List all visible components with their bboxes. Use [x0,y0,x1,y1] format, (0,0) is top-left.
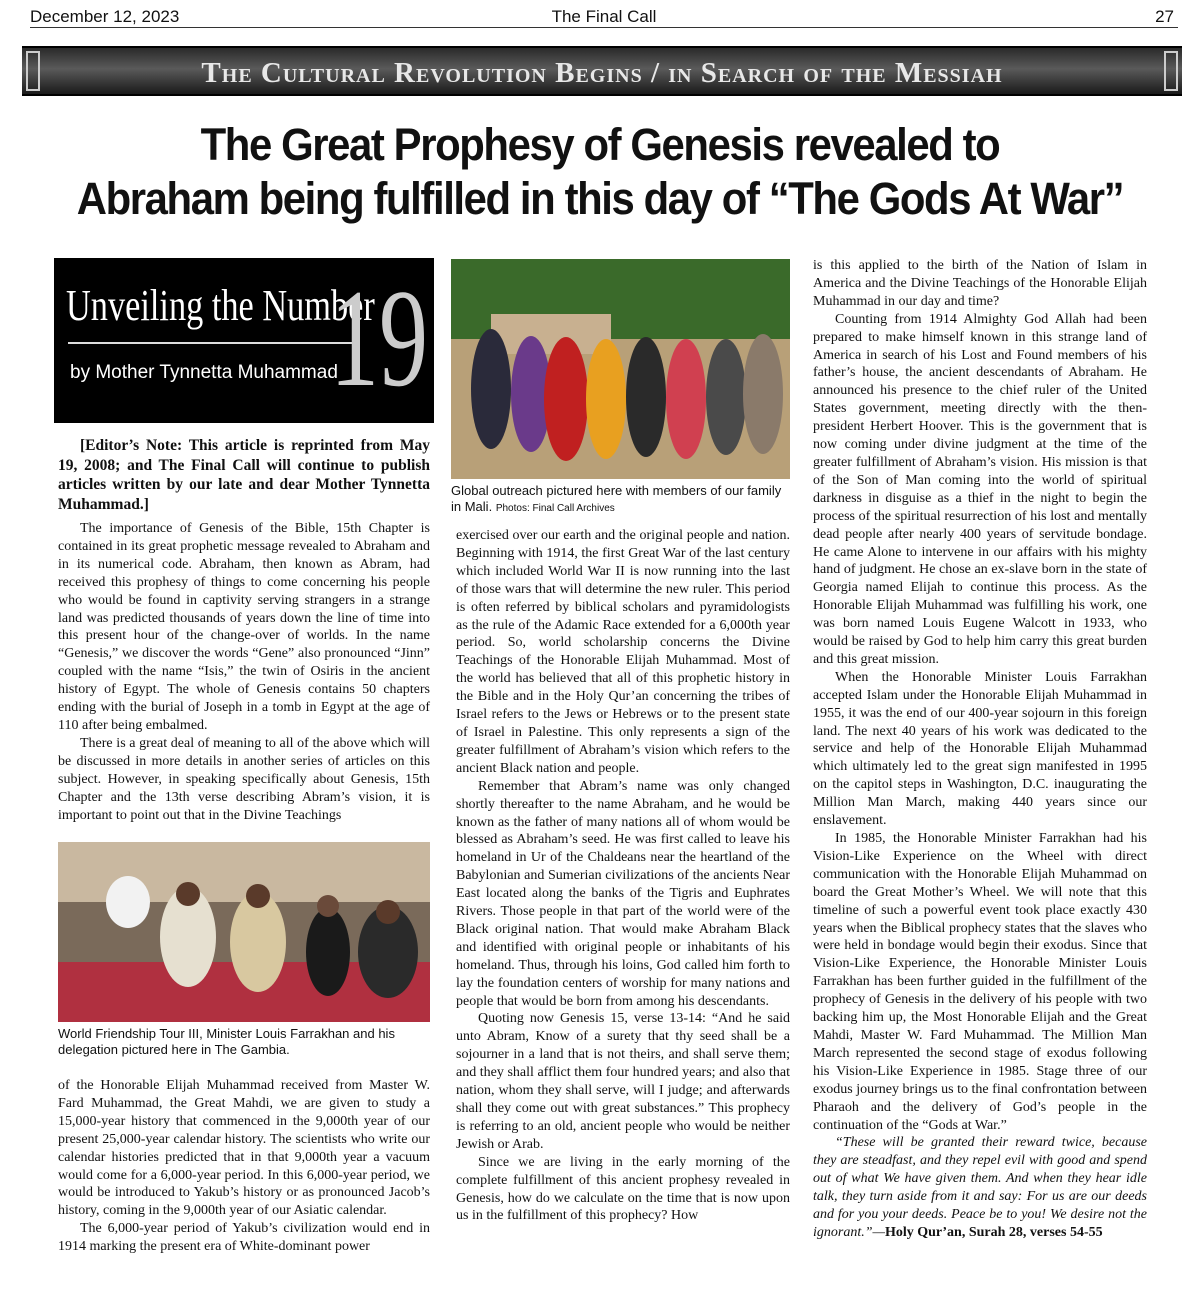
paragraph: exercised over our earth and the original people and nation. Beginning with 1914, the first Great War of the last century which included World War II is now running into the last of those wars that will determine the new ruler. This period is often referred by biblical scholars and pyramidologists as the rule of the Adamic Race extended for a 6,000th year period. So, world scholarship concerns the Divine Teachings of the Honorable Elijah Muhammad. Most of the world has believed that all of this prophetic history in the Bible and in the Holy Qur’an concerning the tribes of Israel refers to the Jews or Hebrews or to the present state of Israel in Palestine. This only represents a sign of the greater fulfillment of Abraham’s vision which refers to the ancient Black nation and people. [456,528,790,776]
headline-line-1: The Great Prophesy of Genesis revealed to [200,119,1000,170]
mali-outreach-photo [451,259,790,479]
paragraph: Quoting now Genesis 15, verse 13-14: “And he said unto Abram, Know of a surety that thy seed shall be a sojourner in a land that is not theirs, and shall serve them; and they shall afflict them four hundred years; and also that nation, whom they shall serve, will I judge; and afterwards shall they come out with great substances.” This prophecy is referring to an old, ancient people who would be neither Jewish or Arab. [456,1011,790,1152]
column-2 [456,527,790,1225]
column-logo [54,258,434,423]
paragraph: There is a great deal of meaning to all of the above which will be discussed in more details in another series of articles on this subject. However, in speaking specifically about Genesis, 15th Chapter and the 13th verse describing Abram’s vision, it is important to point out that in the Divine Teachings [58,735,430,823]
logo-divider [68,342,358,344]
paragraph: Remember that Abram’s name was only changed shortly thereafter to the name Abraham, and he would be known as the father of many nations all of whom would be blessed as Abraham’s seed. He was first called to leave his homeland in Ur of the Chaldeans near the heartland of the Babylonian and Sumerian civilizations of the ancients Near East located along the banks of the Tigris and Euphrates Rivers. Those people in that part of the world were of the Black original nation. That would make Abraham Black and identified with original people or inhabitants of his homeland. Thus, through his loins, God called him forth to lay the foundation centers of worship for many nations and people that would be born from among his descendants. [456,778,790,1009]
quote-text: “These will be granted their reward twice, because they are steadfast, and they repel evil with good and spend out of what We have given them. And when they hear idle talk, they turn aside from it and say: For us are our deeds and for you your deeds. Peace be to you! We desire not the ignorant.”— [813,1135,1147,1240]
section-banner [22,46,1182,96]
editor-note: [Editor’s Note: This article is reprinted from May 19, 2008; and The Final Call will continue to publish articles written by our late and dear Mother Tynnetta Muhammad.] [58,437,430,513]
page-number: 27 [1155,7,1174,26]
paragraph: The 6,000-year period of Yakub’s civilization would end in 1914 marking the present era of White-dominant power [58,1221,430,1255]
banner-ornament-icon [1164,51,1178,91]
gambia-delegation-photo [58,842,430,1022]
article-headline [70,118,1130,226]
running-header [30,6,1178,28]
photo-1-caption: World Friendship Tour III, Minister Louis Farrakhan and his delegation pictured here in The Gambia. [58,1026,395,1057]
publication-name: The Final Call [551,7,657,26]
photo-2-caption-text: Global outreach pictured here with members of our family in Mali. [451,483,782,514]
paragraph: The importance of Genesis of the Bible, 15th Chapter is contained in its great prophetic message revealed to Abraham and in its numerical code. Abraham, then known as Abram, had received this prophesy of things to come concerning his people who would be found in captivity serving strangers in a strange land was predicted thousands of years down the line of time into this present hour of the change-over of worlds. In the name “Genesis,” we discover the words “Gene” also pronounced “Jinn” coupled with the name “Isis,” the twin of Osiris in the ancient history of Egypt. The whole of Genesis contains 50 chapters ending with the burial of Joseph in a tomb in Egypt at the age of 110 after being embalmed. [58,521,430,733]
column-title: Unveiling the Number [66,281,375,330]
photo-credit: Photos: Final Call Archives [495,502,615,514]
byline: by Mother Tynnetta Muhammad [70,362,338,383]
issue-date: December 12, 2023 [30,7,180,26]
paragraph: In 1985, the Honorable Minister Farrakhan had his Vision-Like Experience on the Wheel with direct communication with the Honorable Elijah Muhammad on board the Great Mother’s Wheel. We will note that this timeline of such a powerful event took place exactly 430 years when the Biblical prophecy states that the slaves who were held in bondage would begin their exodus. Since that Vision-Like Experience, the Honorable Minister Louis Farrakhan has been further guided in the fulfillment of the prophecy of Genesis in the delivery of his people with two backing him up, the Most Honorable Elijah and the Great Mahdi, Master W. Fard Muhammad. The Million Man March represented the second stage of exodus following his Vision-Like Experience in 1985. Stage three of our exodus journey brings us to the final confrontation between Pharaoh and the delivery of God’s people in the continuation of the “Gods at War.” [813,831,1147,1133]
column-1-bottom [58,1077,430,1256]
paragraph: When the Honorable Minister Louis Farrakhan accepted Islam under the Honorable Elijah Muhammad in 1955, it was the end of our 400-year sojourn in this foreign land. The next 40 years of his work was dedicated to the service and help of the Honorable Elijah Muhammad which ultimately led to the great sign manifested in 1995 on the capitol steps in Washington, D.C. inaugurating the Million Man March, making 440 years since our enslavement. [813,669,1147,829]
headline-line-2: Abraham being fulfilled in this day of “The Gods At War” [76,173,1124,224]
paragraph: is this applied to the birth of the Nation of Islam in America and the Divine Teachings of the Honorable Elijah Muhammad in our day and time? [813,258,1147,309]
column-1-top [58,436,430,824]
section-banner-text: The Cultural Revolution Begins / in Search of the Messiah [201,57,1003,89]
paragraph: Counting from 1914 Almighty God Allah had been prepared to make himself known in this strange land of America in search of his Lost and Found members of his father’s house, the ancient descendants of Abraham. He announced his presence to the chief ruler of the United States government, meeting directly with the then-president Herbert Hoover. This is the government that is now coming under divine judgment at the time of the greater fulfillment of Abraham’s vision. His mission is that of the Son of Man coming into the world of spiritual darkness in disguise as a thief in the night to begin the process of the spiritual resurrection of his lost and mentally dead people after nearly 400 years of servitude bondage. He came Alone to intervene in our affairs with his mighty hand of judgment. He chose an ex-slave born in the state of Georgia named Elijah to continue this process. As the Honorable Elijah Muhammad was fulfilling his work, one was born named Louis Eugene Walcott in 1933, who would be raised by God to help him carry this great burden and this great mission. [813,311,1147,667]
column-3 [813,257,1147,1242]
closing-quote [813,1134,1147,1241]
quote-source: Holy Qur’an, Surah 28, verses 54-55 [884,1224,1103,1240]
photo-2-caption [451,483,790,516]
paragraph: Since we are living in the early morning of the complete fulfillment of this ancient prophesy revealed in Genesis, how do we calculate on the time that is now upon us in the fulfillment of this prophecy? How [456,1154,790,1224]
column-number: 19 [330,261,428,416]
paragraph: of the Honorable Elijah Muhammad received from Master W. Fard Muhammad, the Great Mahdi, we are given to study a 15,000-year history that commenced in the 9,000th year of our present 25,000-year calendar history. The scientists who write our calendar histories predicted that in that 9,000th year a vacuum would come for a 6,000-year period. In this 6,000-year period, we would be introduced to Yakub’s history or as pronounced Jacob’s history, coming in the 9,000th year of our Asiatic calendar. [58,1078,430,1219]
